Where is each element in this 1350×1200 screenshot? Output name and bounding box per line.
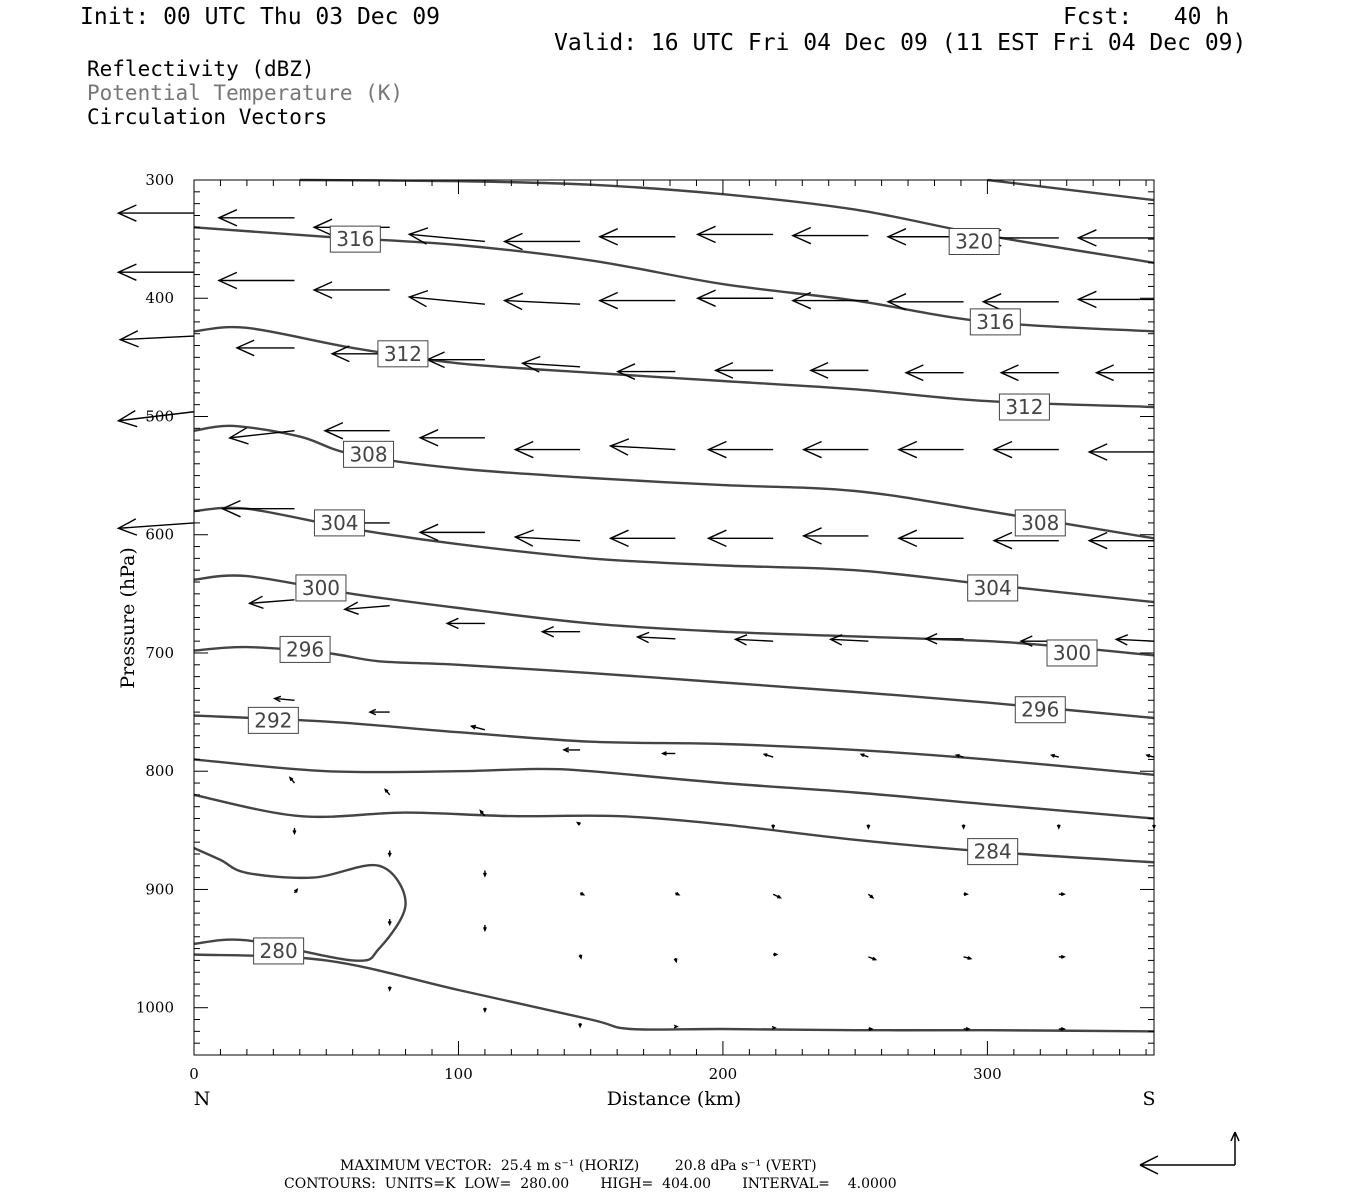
circulation-vector bbox=[926, 634, 964, 644]
theta-contour-296 bbox=[194, 647, 1154, 718]
contour-label bbox=[254, 938, 304, 964]
circulation-vector bbox=[868, 1028, 872, 1031]
circulation-vector bbox=[899, 442, 964, 458]
vector-shaft bbox=[523, 363, 581, 367]
circulation-vector bbox=[698, 226, 774, 242]
circulation-vector bbox=[1059, 893, 1064, 896]
theta-contour-292 bbox=[194, 716, 1154, 775]
x-tick-label: 100 bbox=[444, 1065, 473, 1083]
circulation-vector bbox=[1089, 444, 1154, 460]
circulation-vector bbox=[564, 748, 580, 752]
circulation-vector bbox=[1078, 291, 1154, 307]
y-tick-label: 900 bbox=[145, 880, 174, 899]
circulation-vector bbox=[983, 294, 1059, 310]
circulation-vector bbox=[674, 1025, 677, 1028]
circulation-vector bbox=[409, 291, 485, 307]
contour-label-text: 296 bbox=[1021, 697, 1060, 722]
circulation-vector bbox=[325, 423, 390, 439]
theta-contours bbox=[194, 180, 1154, 1031]
y-tick-label: 800 bbox=[145, 762, 174, 781]
circulation-vector bbox=[804, 528, 869, 544]
circulation-vector bbox=[370, 709, 390, 714]
circulation-vector bbox=[600, 293, 676, 309]
circulation-vector bbox=[505, 233, 581, 249]
circulation-vector bbox=[219, 210, 295, 226]
circulation-vector bbox=[735, 635, 773, 645]
circulation-vector bbox=[674, 958, 677, 962]
circulation-vector bbox=[484, 871, 487, 876]
contour-label-text: 312 bbox=[383, 341, 423, 366]
y-tick-label: 300 bbox=[145, 171, 174, 189]
contour-label bbox=[968, 575, 1018, 601]
circulation-vector bbox=[994, 442, 1059, 458]
vector-shaft bbox=[638, 637, 676, 639]
contour-label bbox=[1047, 640, 1097, 666]
x-axis-label: Distance (km) bbox=[606, 1088, 742, 1110]
circulation-vector bbox=[293, 828, 296, 833]
vector-shaft bbox=[120, 336, 194, 340]
circulation-vector bbox=[388, 919, 391, 924]
theta-contour-324 bbox=[987, 180, 1154, 200]
circulation-vector bbox=[420, 524, 485, 540]
circulation-vector bbox=[314, 282, 390, 298]
circulation-vector bbox=[1052, 755, 1059, 758]
y-tick-label: 1000 bbox=[135, 998, 174, 1017]
contour-label-text: 300 bbox=[301, 575, 341, 600]
theta-contour-280 bbox=[194, 955, 1154, 1032]
circulation-vector bbox=[811, 363, 869, 379]
valid-time: Valid: 16 UTC Fri 04 Dec 09 (11 EST Fri 04 Dec 09) bbox=[554, 30, 1247, 56]
circulation-vector bbox=[120, 331, 194, 347]
contour-label-text: 300 bbox=[1052, 640, 1092, 665]
circulation-vector bbox=[1147, 755, 1154, 758]
circulation-vector bbox=[611, 530, 676, 546]
circulation-vector bbox=[484, 925, 487, 930]
circulation-vector bbox=[868, 894, 873, 898]
y-tick-label: 700 bbox=[145, 643, 174, 662]
contour-label-text: 292 bbox=[254, 708, 293, 733]
contour-label bbox=[314, 510, 364, 536]
circulation-vector bbox=[899, 530, 964, 546]
contour-label-text: 304 bbox=[320, 510, 359, 535]
circulation-vector bbox=[515, 530, 580, 546]
circulation-vector bbox=[579, 954, 582, 958]
circulation-vector bbox=[219, 272, 295, 288]
reference-vector-icon bbox=[1140, 1132, 1239, 1174]
circulation-vector bbox=[716, 363, 774, 379]
circulation-vector bbox=[237, 340, 295, 356]
contour-label-text: 308 bbox=[349, 442, 388, 467]
contour-label-text: 280 bbox=[259, 938, 298, 963]
circulation-vector bbox=[249, 596, 294, 608]
vector-shaft bbox=[735, 639, 773, 641]
contour-label bbox=[968, 839, 1018, 865]
circulation-vector bbox=[388, 850, 391, 855]
contour-label-text: 312 bbox=[1005, 395, 1044, 420]
circulation-vector bbox=[962, 824, 965, 828]
circulation-vector bbox=[484, 1008, 487, 1012]
contour-label bbox=[378, 341, 428, 367]
vector-shaft bbox=[505, 301, 581, 305]
circulation-vector bbox=[708, 442, 773, 458]
circulation-vector bbox=[773, 894, 780, 898]
contour-label-text: 284 bbox=[973, 839, 1012, 864]
circulation-vector bbox=[471, 726, 485, 730]
circulation-vector bbox=[638, 632, 676, 642]
circulation-vector bbox=[600, 229, 676, 245]
contour-label bbox=[248, 707, 298, 733]
circulation-vector bbox=[290, 778, 295, 783]
circulation-vector bbox=[542, 627, 580, 637]
circulation-vector bbox=[772, 824, 775, 828]
circulation-vector bbox=[773, 953, 777, 956]
circulation-vector bbox=[964, 957, 971, 960]
contour-label-text: 304 bbox=[973, 575, 1012, 600]
contour-label bbox=[344, 441, 394, 467]
contour-label-text: 316 bbox=[336, 227, 375, 252]
theta-contour-288 bbox=[194, 759, 1154, 818]
circulation-vector bbox=[1078, 230, 1154, 246]
contour-label bbox=[970, 309, 1020, 335]
circulation-vector bbox=[118, 205, 194, 221]
vector-shaft bbox=[515, 537, 580, 541]
contour-label bbox=[1015, 697, 1065, 723]
vector-shaft bbox=[831, 639, 869, 641]
circulation-vector bbox=[1096, 365, 1154, 381]
circulation-vector bbox=[764, 754, 773, 757]
circulation-vector bbox=[294, 889, 297, 893]
circulation-vector bbox=[964, 893, 968, 896]
contour-label bbox=[1015, 510, 1065, 536]
circulation-vector bbox=[579, 1023, 582, 1027]
max-vector-info: MAXIMUM VECTOR: 25.4 m s⁻¹ (HORIZ) 20.8 dPa s⁻¹ (VERT) bbox=[340, 1158, 817, 1174]
contour-labels bbox=[248, 226, 1097, 964]
circulation-vector bbox=[867, 824, 870, 828]
circulation-vector bbox=[1001, 365, 1059, 381]
circulation-vector bbox=[275, 696, 295, 701]
x-tick-label: 300 bbox=[973, 1065, 1002, 1083]
x-tick-label: 200 bbox=[708, 1065, 738, 1083]
y-tick-label: 600 bbox=[145, 525, 174, 544]
circulation-vector bbox=[793, 293, 869, 309]
contour-info: CONTOURS: UNITS=K LOW= 280.00 HIGH= 404.00 INTERVAL= 4.0000 bbox=[284, 1176, 897, 1192]
contour-label-text: 296 bbox=[285, 637, 325, 662]
legend-reflectivity: Reflectivity (dBZ) bbox=[87, 57, 315, 81]
circulation-vector bbox=[708, 530, 773, 546]
contour-label bbox=[330, 226, 380, 252]
circulation-vector bbox=[505, 293, 581, 309]
circulation-vector bbox=[385, 789, 390, 794]
y-tick-label: 500 bbox=[145, 407, 174, 426]
circulation-vector bbox=[447, 618, 485, 628]
circulation-vector bbox=[515, 442, 580, 458]
circulation-vector bbox=[1059, 956, 1064, 959]
circulation-vector bbox=[420, 430, 485, 446]
forecast-hour: Fcst: 40 h bbox=[1063, 4, 1230, 30]
y-axis-label: Pressure (hPa) bbox=[117, 547, 139, 689]
x-end-label-south: S bbox=[1142, 1088, 1156, 1110]
circulation-vector bbox=[1116, 635, 1154, 645]
circulation-vector bbox=[663, 752, 676, 755]
theta-contour-320 bbox=[300, 180, 1154, 263]
legend-circulation-vectors: Circulation Vectors bbox=[87, 105, 328, 129]
x-tick-label: 0 bbox=[189, 1065, 199, 1083]
contour-label bbox=[949, 228, 999, 254]
circulation-vector bbox=[793, 228, 869, 244]
circulation-vector bbox=[345, 602, 390, 614]
circulation-vector bbox=[611, 439, 676, 455]
y-tick-label: 400 bbox=[145, 289, 174, 308]
contour-label bbox=[999, 394, 1049, 420]
contour-label bbox=[296, 575, 346, 601]
vector-shaft bbox=[611, 446, 676, 450]
contour-label bbox=[280, 636, 330, 662]
init-time: Init: 00 UTC Thu 03 Dec 09 bbox=[80, 4, 441, 30]
vector-head bbox=[674, 1025, 677, 1028]
legend-potential-temperature: Potential Temperature (K) bbox=[87, 81, 404, 105]
x-end-label-north: N bbox=[193, 1088, 211, 1110]
circulation-vector bbox=[577, 823, 580, 826]
circulation-vector bbox=[868, 957, 875, 960]
circulation-vector bbox=[580, 892, 584, 895]
circulation-vector bbox=[118, 264, 194, 280]
contour-label-text: 308 bbox=[1021, 510, 1060, 535]
contour-label-text: 316 bbox=[976, 309, 1015, 334]
circulation-vector bbox=[388, 986, 391, 990]
contour-label-text: 320 bbox=[955, 229, 994, 254]
circulation-vector bbox=[906, 365, 964, 381]
circulation-vector bbox=[698, 290, 774, 306]
circulation-vector bbox=[675, 892, 679, 895]
circulation-vector bbox=[1057, 824, 1060, 828]
circulation-vector bbox=[804, 442, 869, 458]
circulation-vector bbox=[861, 754, 868, 757]
circulation-vector bbox=[888, 294, 964, 310]
